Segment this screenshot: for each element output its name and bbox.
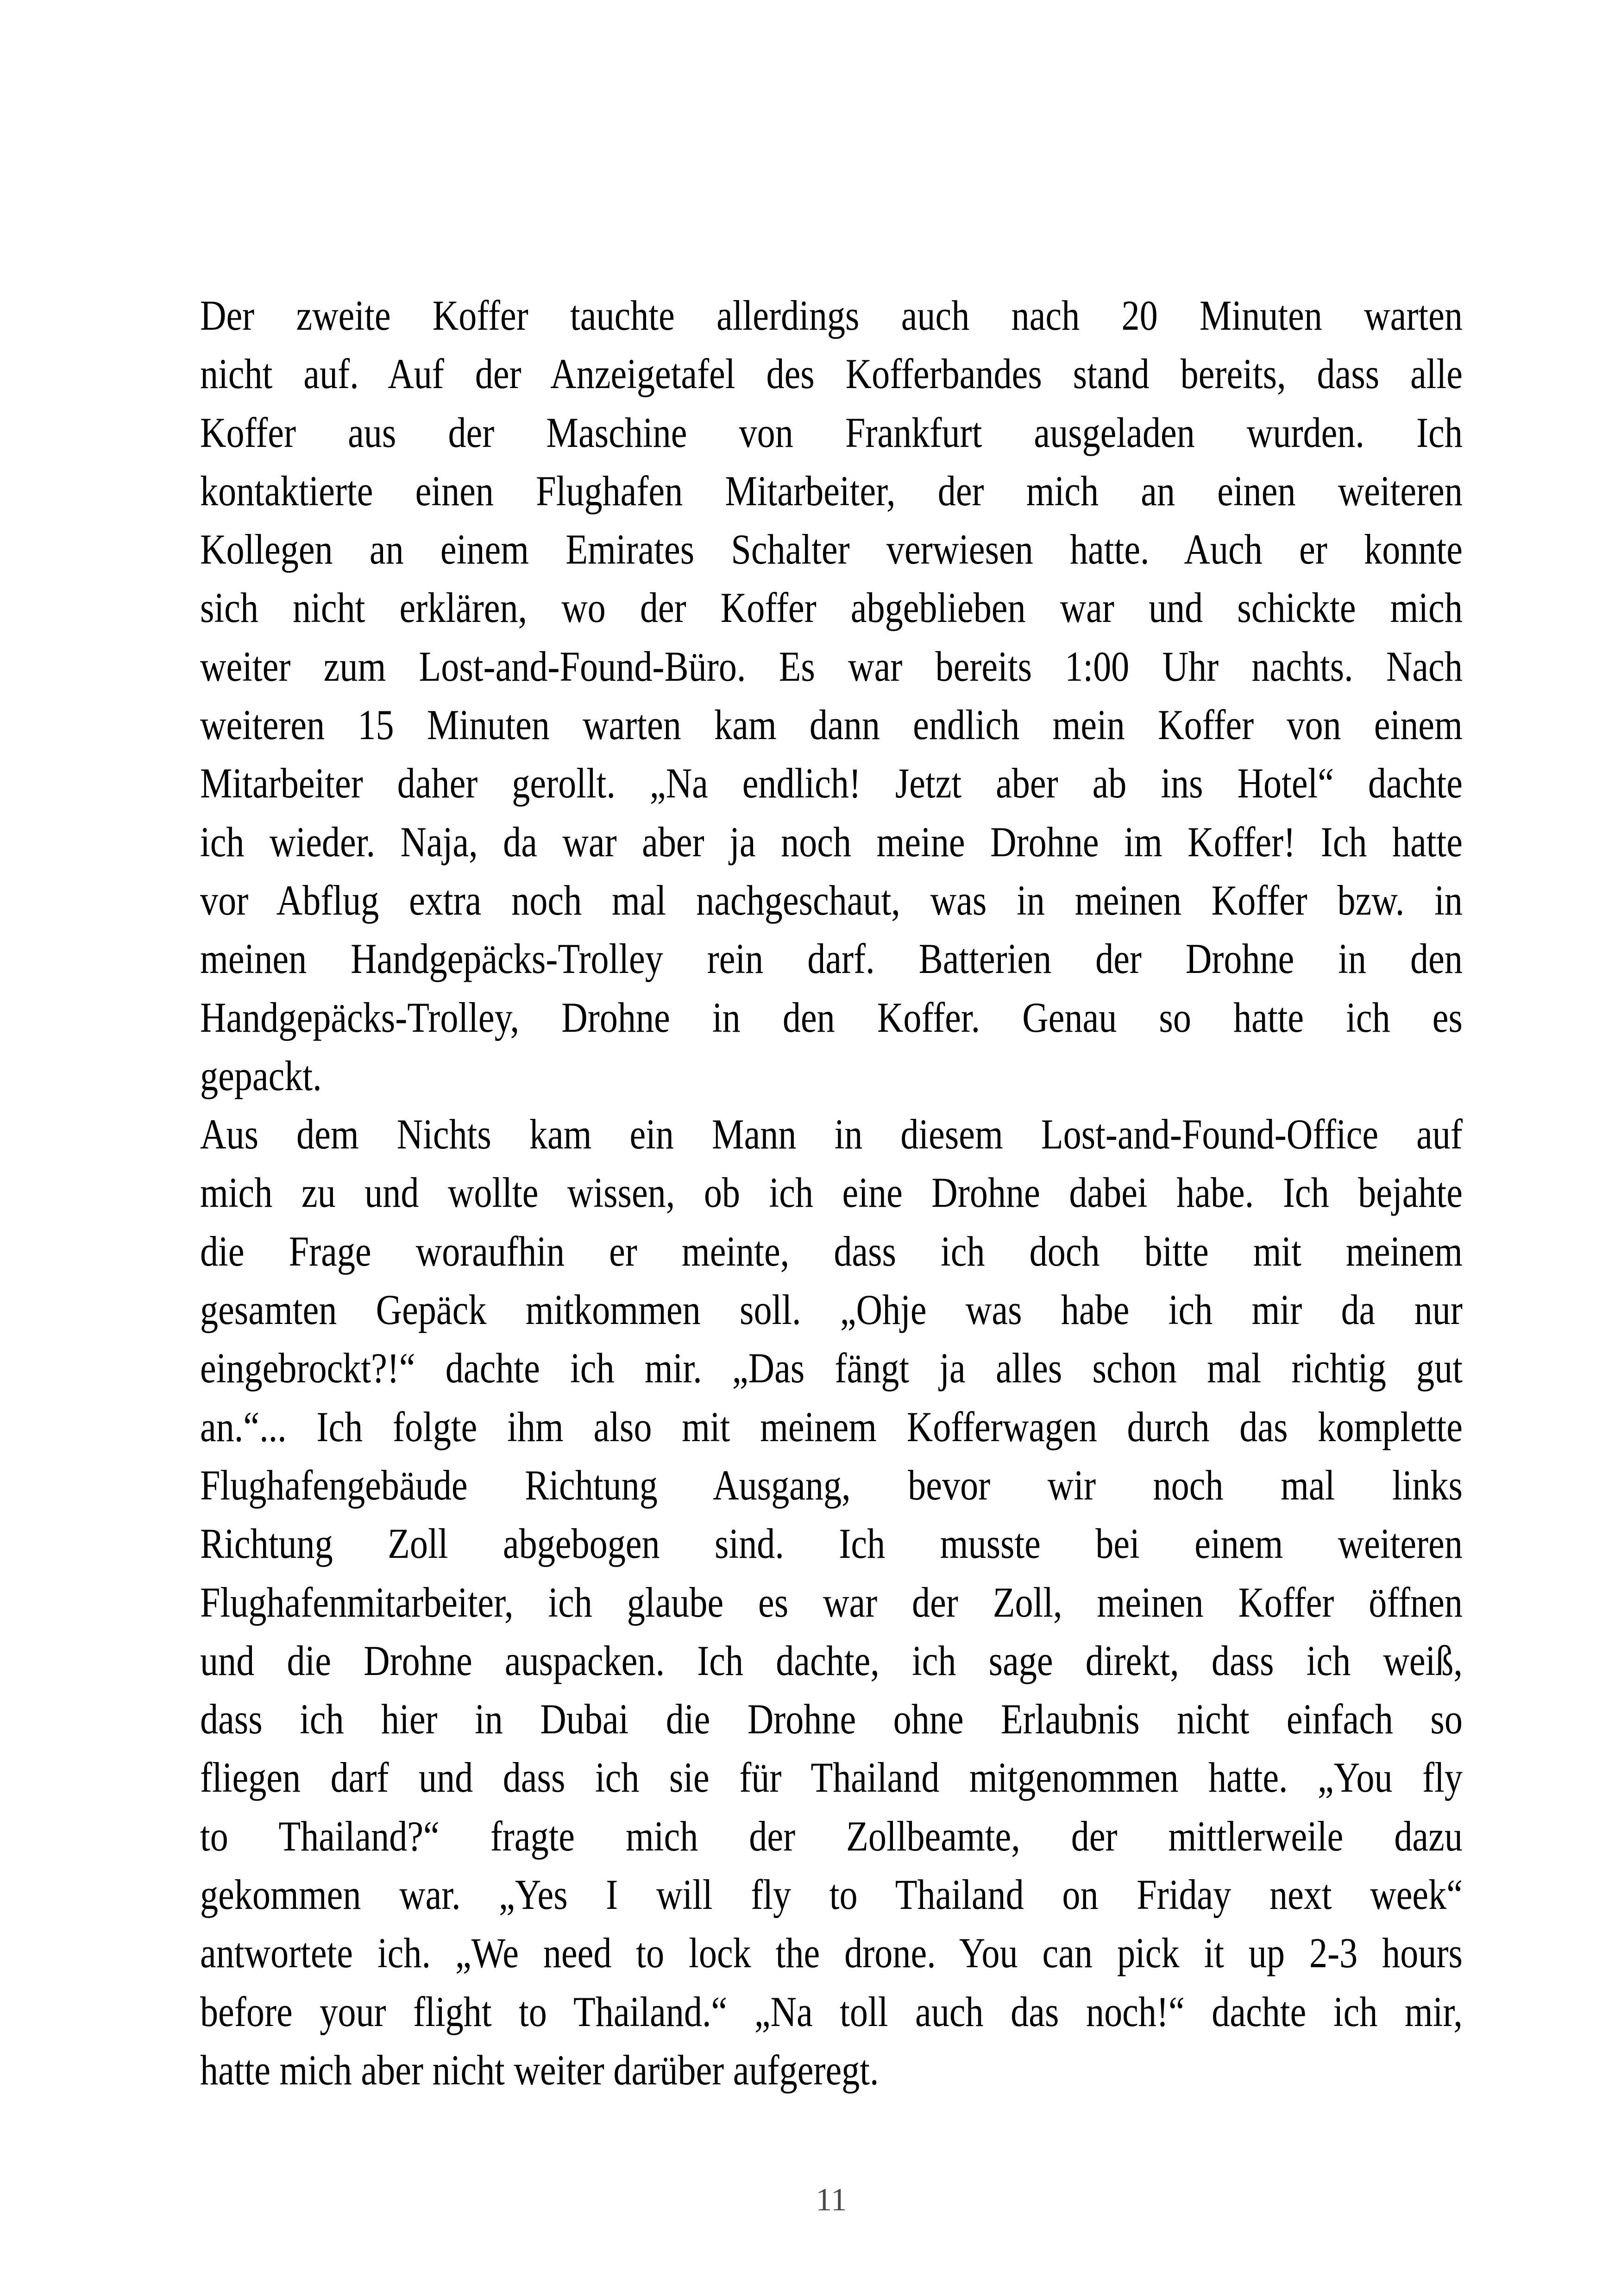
text-line: Mitarbeiter daher gerollt. „Na endlich! Jetzt aber ab ins Hotel“ dachte (200, 759, 1463, 807)
text-line: kontaktierte einen Flughafen Mitarbeiter, der mich an einen weiteren (200, 467, 1463, 514)
text-line: und die Drohne auspacken. Ich dachte, ich sage direkt, dass ich weiß, (200, 1637, 1463, 1684)
text-line: die Frage woraufhin er meinte, dass ich doch bitte mit meinem (200, 1227, 1463, 1275)
text-line: ich wieder. Naja, da war aber ja noch meine Drohne im Koffer! Ich hatte (200, 818, 1463, 866)
text-block (200, 286, 1463, 2099)
text-line: to Thailand?“ fragte mich der Zollbeamte, der mittlerweile dazu (200, 1812, 1463, 1860)
text-line: mich zu und wollte wissen, ob ich eine Drohne dabei habe. Ich bejahte (200, 1169, 1463, 1217)
text-line: Aus dem Nichts kam ein Mann in diesem Lost-and-Found-Office auf (200, 1110, 1463, 1158)
text-line: an.“... Ich folgte ihm also mit meinem Kofferwagen durch das komplette (200, 1403, 1463, 1450)
text-line: eingebrockt?!“ dachte ich mir. „Das fängt ja alles schon mal richtig gut (200, 1344, 1463, 1392)
text-line: Flughafengebäude Richtung Ausgang, bevor wir noch mal links (200, 1461, 1463, 1509)
text-line: dass ich hier in Dubai die Drohne ohne Erlaubnis nicht einfach so (200, 1695, 1463, 1743)
text-line: sich nicht erklären, wo der Koffer abgeblieben war und schickte mich (200, 584, 1463, 632)
text-line: weiteren 15 Minuten warten kam dann endlich mein Koffer von einem (200, 701, 1463, 749)
text-line: gesamten Gepäck mitkommen soll. „Ohje was habe ich mir da nur (200, 1286, 1463, 1334)
page-number: 11 (816, 2182, 847, 2218)
text-line: Kollegen an einem Emirates Schalter verwiesen hatte. Auch er konnte (200, 526, 1463, 573)
text-line: antwortete ich. „We need to lock the drone. You can pick it up 2-3 hours (200, 1929, 1463, 1977)
text-line: nicht auf. Auf der Anzeigetafel des Kofferbandes stand bereits, dass alle (200, 350, 1463, 398)
text-line: gekommen war. „Yes I will fly to Thailand on Friday next week“ (200, 1871, 1463, 1919)
text-line: before your flight to Thailand.“ „Na toll auch das noch!“ dachte ich mir, (200, 1988, 1463, 2035)
text-line: meinen Handgepäcks-Trolley rein darf. Batterien der Drohne in den (200, 935, 1463, 983)
text-line: hatte mich aber nicht weiter darüber aufgeregt. (200, 2046, 879, 2094)
text-line: Koffer aus der Maschine von Frankfurt ausgeladen wurden. Ich (200, 408, 1463, 456)
text-line: Handgepäcks-Trolley, Drohne in den Koffer. Genau so hatte ich es (200, 993, 1463, 1041)
text-line: Flughafenmitarbeiter, ich glaube es war der Zoll, meinen Koffer öffnen (200, 1578, 1463, 1626)
text-line: Richtung Zoll abgebogen sind. Ich musste bei einem weiteren (200, 1520, 1463, 1568)
text-line: fliegen darf und dass ich sie für Thailand mitgenommen hatte. „You fly (200, 1754, 1463, 1801)
text-line: gepackt. (200, 1052, 322, 1099)
text-line: vor Abflug extra noch mal nachgeschaut, was in meinen Koffer bzw. in (200, 876, 1463, 924)
text-line: weiter zum Lost-and-Found-Büro. Es war bereits 1:00 Uhr nachts. Nach (200, 642, 1463, 690)
text-line: Der zweite Koffer tauchte allerdings auch nach 20 Minuten warten (200, 292, 1463, 339)
